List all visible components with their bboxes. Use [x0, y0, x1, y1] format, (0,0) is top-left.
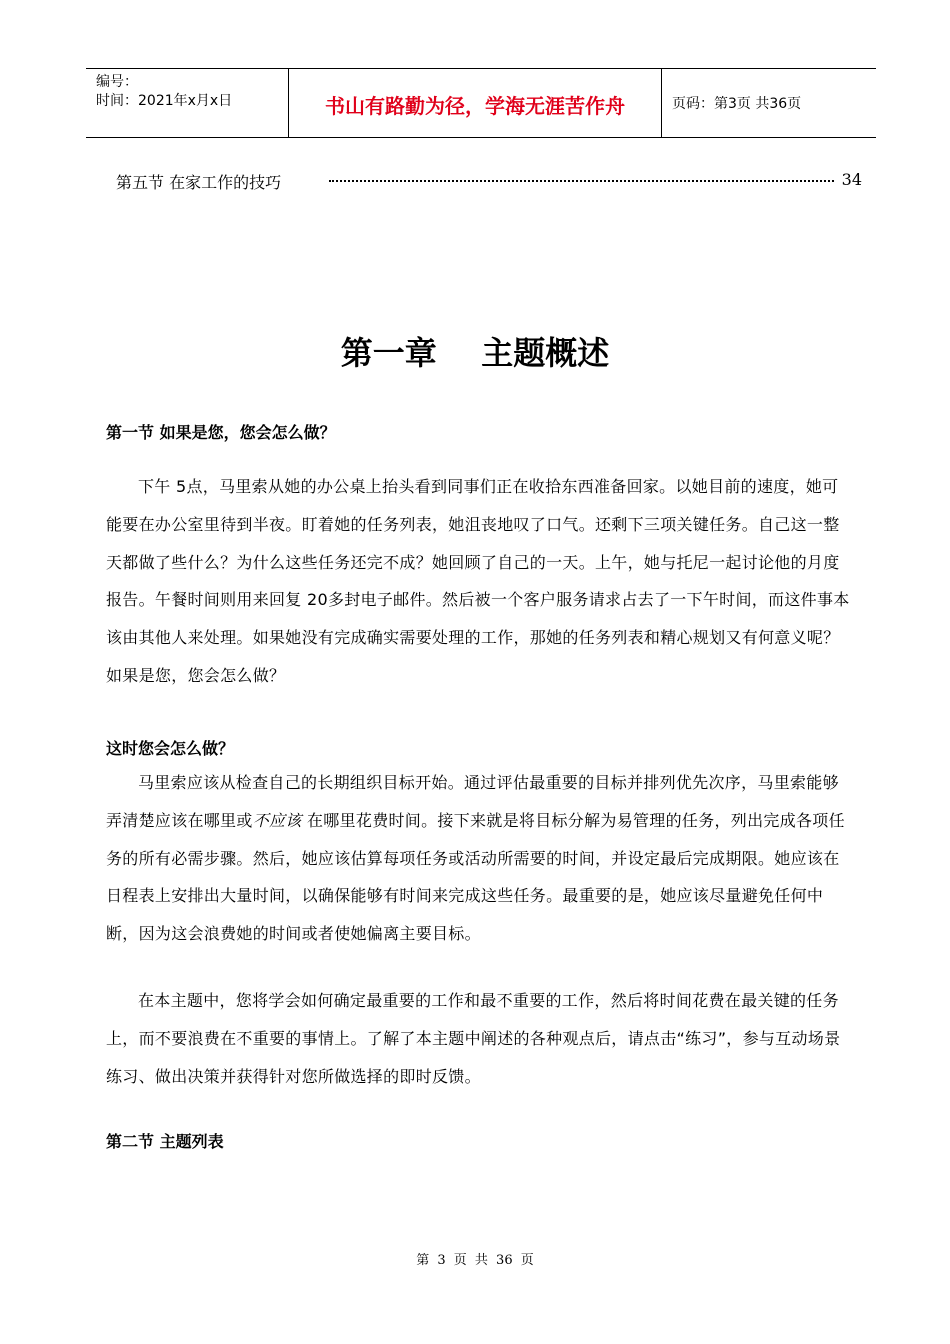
- paragraph-1: 下午 5点，马里索从她的办公桌上抬头看到同事们正在收拾东西准备回家。以她目前的速度，她可能要在办公室里待到半夜。盯着她的任务列表，她沮丧地叹了口气。还剩下三项关键任务。自己这一整天都做了些什么？为什么这些任务还完不成？她回顾了自己的一天。上午，她与托尼一起讨论他的月度报告。午餐时间则用来回复 20多封电子邮件。然后被一个客户服务请求占去了一下午时间，而这件事本该由其他人来处理。如果她没有完成确实需要处理的工作，那她的任务列表和精心规划又有何意义呢？如果是您，您会怎么做？: [106, 477, 850, 685]
- header-motto-cell: [288, 69, 662, 137]
- number-label: 编号：: [96, 74, 138, 90]
- motto: 书山有路勤为径，学海无涯苦作舟: [325, 94, 625, 118]
- subheading: 这时您会怎么做？: [106, 739, 235, 758]
- page-footer: 第 3 页 共 36 页: [416, 1253, 534, 1268]
- paragraph-2-part-a: 马里索应该从检查自己的长期组织目标开始。通过评估最重要的目标并排列优先次序，马里索能够弄清楚应该在哪里或: [106, 773, 839, 830]
- chapter-title: 第一章 主题概述: [340, 334, 610, 372]
- paragraph-3: 在本主题中，您将学会如何确定最重要的工作和最不重要的工作，然后将时间花费在最关键的任务上，而不要浪费在不重要的事情上。了解了本主题中阐述的各种观点后，请点击“练习”，参与互动场景练习、做出决策并获得针对您所做选择的即时反馈。: [106, 991, 841, 1086]
- toc-entry[interactable]: [116, 168, 862, 192]
- header-meta-cell: [86, 69, 286, 137]
- header-page-cell: [662, 69, 876, 137]
- time-label: 时间：2021年x月x日: [96, 93, 233, 109]
- section-heading-2: 第二节 主题列表: [106, 1132, 224, 1151]
- toc-entry-page: 34: [841, 170, 862, 189]
- paragraph-2: [106, 764, 854, 953]
- page-header: [86, 68, 876, 138]
- page-code: 页码：第3页 共36页: [672, 96, 802, 112]
- toc-entry-title: 第五节 在家工作的技巧: [116, 173, 282, 192]
- section-heading-1: 第一节 如果是您，您会怎么做？: [106, 423, 336, 442]
- toc-leader-dots: [329, 180, 834, 182]
- paragraph-2-emphasis: 不应该: [252, 810, 302, 830]
- paragraph-2-part-b: 在哪里花费时间。接下来就是将目标分解为易管理的任务，列出完成各项任务的所有必需步骤。然后，她应该估算每项任务或活动所需要的时间，并设定最后完成期限。她应该在日程表上安排出大量时间，以确保能够有时间来完成这些任务。最重要的是，她应该尽量避免任何中断，因为这会浪费她的时间或者使她偏离主要目标。: [106, 810, 845, 944]
